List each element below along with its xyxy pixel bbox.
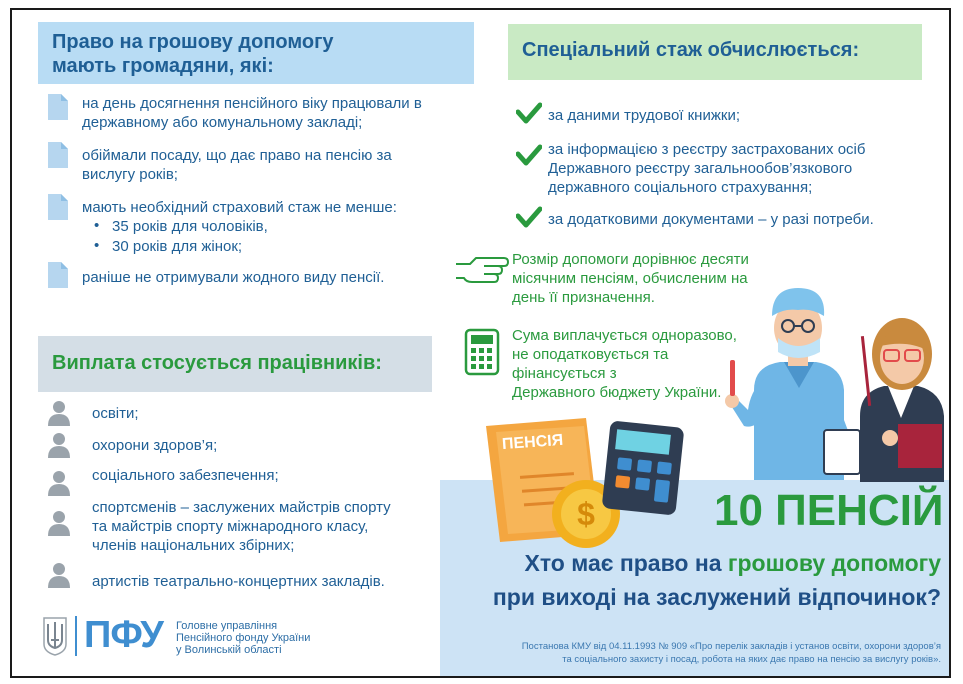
eligibility-item-3: мають необхідний страховий стаж не менше:: [82, 199, 397, 216]
resolution-note: Постанова КМУ від 04.11.1993 № 909 «Про перелік закладів і установ освіти, охорони здоров’я та соціального захисту і посад, робота на яких дає право на пенсію за вислугу років».: [521, 641, 941, 665]
workers-item-3: соціального забезпечення;: [92, 467, 279, 484]
eligibility-heading: Право на грошову допомогу мають громадяни, які:: [52, 31, 334, 77]
eligibility-item-2: обіймали посаду, що дає право на пенсію за вислугу років;: [82, 147, 392, 183]
checkmark-icon: [516, 102, 542, 124]
teacher-illustration: [854, 306, 946, 482]
logo-divider: [74, 616, 78, 656]
workers-item-4: спортсменів – заслужених майстрів спорту та майстрів спорту міжнародного класу, членів національних збірних;: [92, 499, 391, 554]
experience-item-2: за інформацією з реєстру застрахованих осіб Державного реєстру загальнообов’язкового державного соціального страхування;: [548, 141, 866, 196]
question-line-2: при виході на заслужений відпочинок?: [492, 584, 941, 610]
pfu-logo-text: Головне управління Пенсійного фонду України у Волинській області: [176, 620, 311, 656]
eligibility-sub-1: 35 років для чоловіків,: [112, 218, 268, 235]
experience-header: [508, 24, 922, 80]
experience-item-1: за даними трудової книжки;: [548, 107, 740, 124]
person-icon: [48, 562, 70, 588]
workers-item-2: охорони здоров’я;: [92, 437, 218, 454]
document-icon: [48, 262, 68, 288]
experience-heading: Спеціальний стаж обчислюється:: [522, 39, 860, 61]
question-line-1: Хто має право на грошову допомогу: [524, 550, 941, 576]
workers-item-1: освіти;: [92, 405, 139, 422]
checkmark-icon: [516, 144, 542, 166]
infographic: [10, 8, 951, 678]
person-icon: [48, 432, 70, 458]
bullet-dot: •: [94, 237, 100, 254]
eligibility-item-4: раніше не отримували жодного виду пенсії.: [82, 269, 385, 286]
document-icon: [48, 194, 68, 220]
payment-note: Сума виплачується одноразово, не оподатковується та фінансується з Державного бюджету України.: [512, 327, 737, 401]
eligibility-sub-2: 30 років для жінок;: [112, 238, 243, 255]
person-icon: [48, 400, 70, 426]
workers-item-5: артистів театрально-концертних закладів.: [92, 573, 385, 590]
pointing-hand-icon: [454, 250, 512, 286]
eligibility-item-1: на день досягнення пенсійного віку працювали в державному або комунальному закладі;: [82, 95, 422, 131]
experience-item-3: за додатковими документами – у разі потреби.: [548, 211, 874, 228]
trident-emblem-icon: [42, 616, 68, 656]
person-icon: [48, 510, 70, 536]
ten-pensions-title: 10 ПЕНСІЙ: [714, 486, 944, 535]
svg-text:$: $: [577, 496, 595, 532]
checkmark-icon: [516, 206, 542, 228]
calculator-illustration: [600, 420, 686, 516]
workers-heading: Виплата стосується працівників:: [52, 352, 382, 374]
doctor-illustration: [724, 280, 864, 480]
document-icon: [48, 142, 68, 168]
document-icon: [48, 94, 68, 120]
amount-note: Розмір допомоги дорівнює десяти місячним пенсіям, обчисленим на день її призначення.: [512, 251, 749, 306]
calculator-icon: [464, 328, 500, 376]
bullet-dot: •: [94, 217, 100, 234]
pfu-logo-abbr: ПФУ: [84, 614, 163, 656]
pension-folder-label: ПЕНСІЯ: [501, 431, 564, 454]
person-icon: [48, 470, 70, 496]
workers-header: [38, 336, 432, 392]
eligibility-header: [38, 22, 474, 84]
